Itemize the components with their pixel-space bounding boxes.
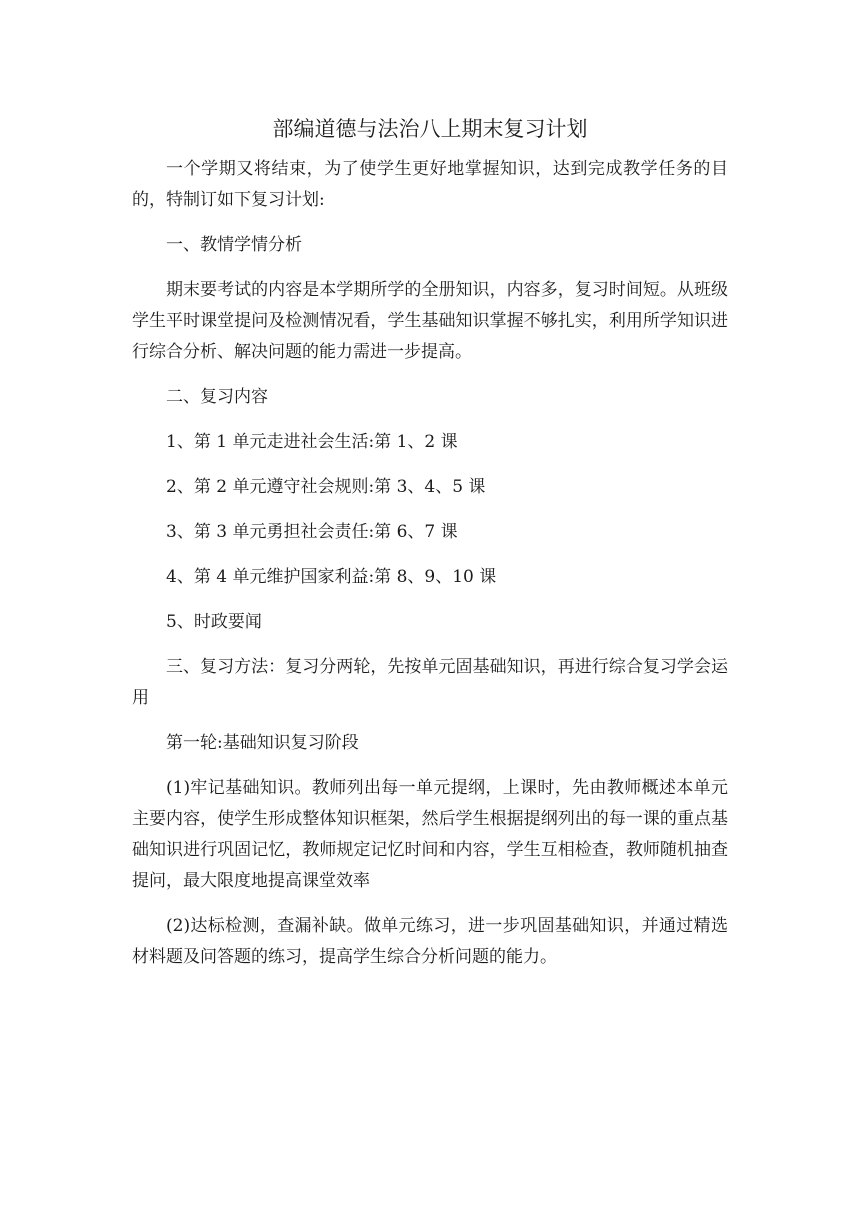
content-list-item: 4、第 4 单元维护国家利益:第 8、9、10 课 [166, 567, 497, 587]
subsection-heading-round-one: 第一轮:基础知识复习阶段 [166, 733, 359, 753]
method-paragraph-1: (1)牢记基础知识。教师列出每一单元提纲，上课时，先由教师概述本单元主要内容，使学生形成整体知识框架，然后学生根据提纲列出的每一课的重点基础知识进行巩固记忆，教师规定记忆时间和内容，学生互相检查，教师随机抽查提问，最大限度地提高课堂效率 [132, 778, 728, 891]
section-heading-analysis: 一、教情学情分析 [166, 235, 302, 255]
section-heading-method: 三、复习方法：复习分两轮，先按单元固基础知识，再进行综合复习学会运用 [132, 657, 728, 708]
analysis-paragraph: 期末要考试的内容是本学期所学的全册知识，内容多，复习时间短。从班级学生平时课堂提问及检测情况看，学生基础知识掌握不够扎实，利用所学知识进行综合分析、解决问题的能力需进一步提高。 [132, 280, 728, 362]
content-list-item: 5、时政要闻 [166, 612, 262, 632]
document-title: 部编道德与法治八上期末复习计划 [272, 117, 588, 141]
method-paragraph-2: (2)达标检测，查漏补缺。做单元练习，进一步巩固基础知识，并通过精选材料题及问答题的练习，提高学生综合分析问题的能力。 [132, 916, 728, 967]
content-list-item: 2、第 2 单元遵守社会规则:第 3、4、5 课 [166, 477, 486, 497]
content-list-item: 1、第 1 单元走进社会生活:第 1、2 课 [166, 432, 458, 452]
content-list-item: 3、第 3 单元勇担社会责任:第 6、7 课 [166, 522, 458, 542]
document-body [132, 154, 728, 987]
section-heading-content: 二、复习内容 [166, 387, 268, 407]
intro-paragraph: 一个学期又将结束，为了使学生更好地掌握知识，达到完成教学任务的目的，特制订如下复习计划: [132, 159, 728, 210]
